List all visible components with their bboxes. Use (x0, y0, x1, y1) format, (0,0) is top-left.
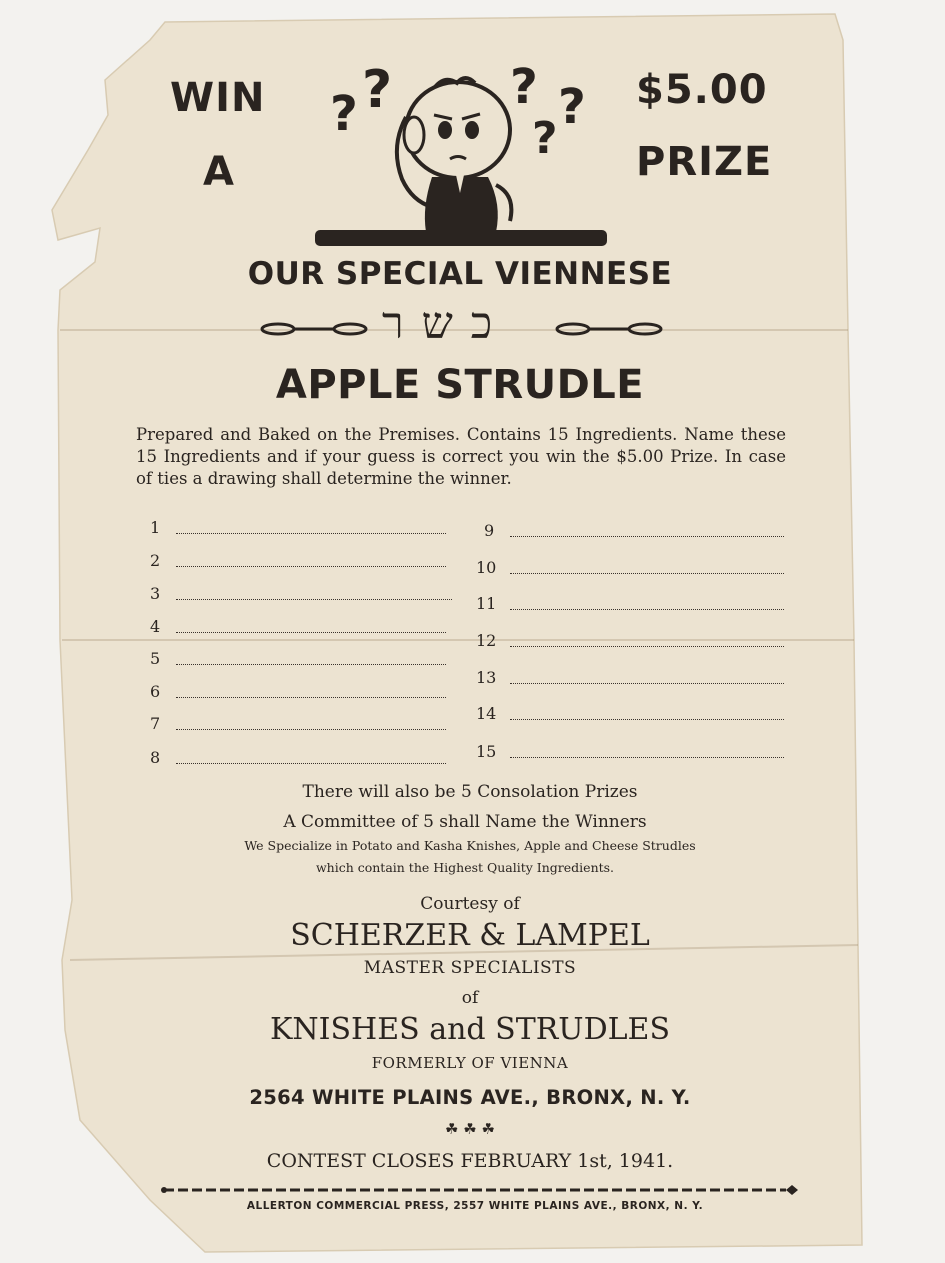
svg-text:?: ? (532, 113, 558, 164)
contest-closes-text: CONTEST CLOSES FEBRUARY 1st, 1941. (266, 1150, 674, 1172)
puzzled-boy-illustration (310, 55, 610, 250)
headline-top: OUR SPECIAL VIENNESE (247, 256, 673, 292)
kosher-mark (260, 298, 660, 356)
entry-line-4[interactable]: 4 (150, 617, 446, 636)
master-specialists-text: MASTER SPECIALISTS (363, 958, 577, 978)
entry-line-9[interactable]: 9 (484, 521, 784, 540)
contest-description: Prepared and Baked on the Premises. Contains 15 Ingredients. Name these 15 Ingredients and if your guess is correct you win the $5.00 Prize. In case of ties a drawing shall determine the winner. (136, 425, 786, 488)
entry-line-14[interactable]: 14 (476, 704, 784, 723)
left-ornament-icon (260, 322, 370, 336)
products-text: KNISHES and STRUDLES (269, 1012, 671, 1047)
headline-main: APPLE STRUDLE (275, 362, 645, 408)
entry-line-12[interactable]: 12 (476, 631, 784, 650)
specialize-line-2: which contain the Highest Quality Ingredients. (315, 860, 615, 875)
entry-line-13[interactable]: 13 (476, 668, 784, 687)
hebrew-kosher-text: כשר (382, 298, 511, 349)
entry-line-8[interactable]: 8 (150, 748, 446, 767)
printer-credit: ALLERTON COMMERCIAL PRESS, 2557 WHITE PLAINS AVE., BRONX, N. Y. (246, 1200, 704, 1212)
win-text: WIN (170, 75, 266, 121)
consolation-prizes-text: There will also be 5 Consolation Prizes (302, 782, 638, 802)
entry-line-1[interactable]: 1 (150, 518, 446, 537)
entry-line-6[interactable]: 6 (150, 682, 446, 701)
svg-text:?: ? (558, 79, 586, 135)
entry-line-11[interactable]: 11 (476, 594, 784, 613)
decorative-rule (160, 1182, 800, 1198)
courtesy-text: Courtesy of (420, 894, 520, 914)
entry-line-5[interactable]: 5 (150, 649, 446, 668)
prize-text: PRIZE (636, 139, 773, 185)
entry-line-7[interactable]: 7 (150, 714, 446, 733)
entry-line-3[interactable]: 3 (150, 584, 452, 603)
entry-line-10[interactable]: 10 (476, 558, 784, 577)
address-text: 2564 WHITE PLAINS AVE., BRONX, N. Y. (249, 1086, 691, 1109)
svg-text:?: ? (510, 59, 538, 115)
a-text: A (203, 149, 235, 195)
formerly-of-vienna-text: FORMERLY OF VIENNA (371, 1054, 569, 1072)
entry-line-15[interactable]: 15 (476, 742, 784, 761)
of-text: of (461, 988, 479, 1008)
ornament-divider: ☘ ☘ ☘ (445, 1120, 495, 1138)
company-name: SCHERZER & LAMPEL (290, 918, 650, 953)
prize-amount: $5.00 (636, 67, 768, 113)
svg-text:?: ? (362, 60, 393, 120)
right-ornament-icon (555, 322, 665, 336)
committee-text: A Committee of 5 shall Name the Winners (283, 812, 647, 832)
specialize-line-1: We Specialize in Potato and Kasha Knishes, Apple and Cheese Strudles (244, 838, 696, 853)
entry-line-2[interactable]: 2 (150, 551, 446, 570)
svg-text:?: ? (330, 86, 358, 142)
